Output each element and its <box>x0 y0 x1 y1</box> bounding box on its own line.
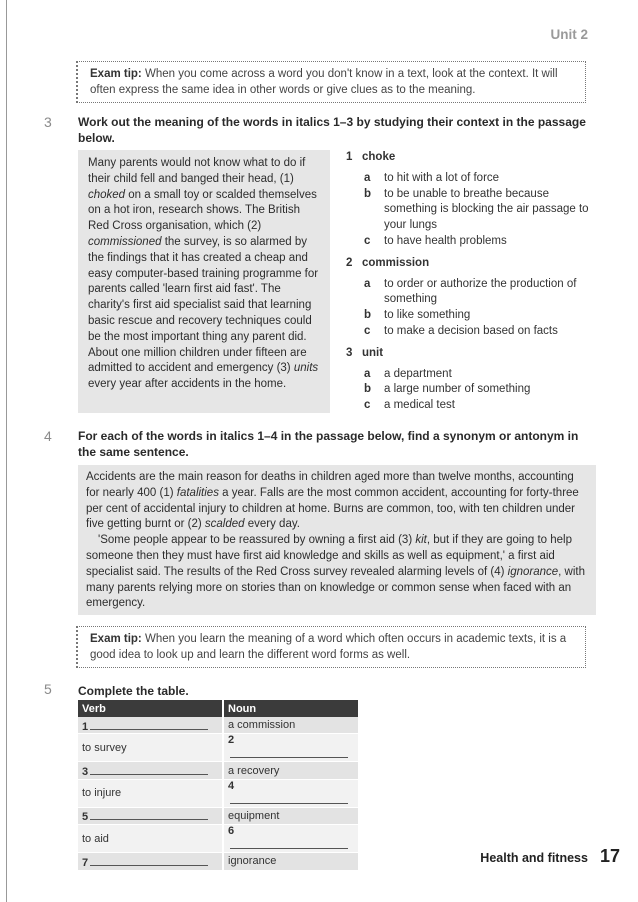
verb-cell <box>78 779 223 807</box>
page-footer <box>480 846 620 867</box>
passage-segment: , but if they are going to help someone then they must have first aid knowledge and skills as well as equipment,' a first aid specialist said. The results of the Red Cross survey revealed alarming levels of (4) <box>86 534 572 578</box>
word-forms-table <box>78 700 360 871</box>
noun-cell <box>223 717 359 734</box>
verb-text: to injure <box>82 787 122 800</box>
question-heading <box>346 150 596 166</box>
verb-cell <box>78 853 223 870</box>
gap-number: 5 <box>82 811 89 824</box>
passage-segment: Accidents are the main reason for deaths in children aged more than twelve months, accounting for nearly 400 (1) <box>86 471 574 499</box>
exam-tip-2 <box>76 626 586 668</box>
noun-cell <box>223 825 359 853</box>
option-text: a medical test <box>384 399 455 412</box>
exercise-4-number: 4 <box>44 428 52 444</box>
unit-label: Unit 2 <box>550 27 588 42</box>
passage-paragraph <box>86 533 588 612</box>
passage-segment: , with many parents relying more on stories than on knowledge or common sense when faced with an emergency. <box>86 565 585 610</box>
exam-tip-label: Exam tip: <box>90 68 142 80</box>
option-letter: b <box>364 187 372 200</box>
passage-segment: a year. Falls are the most common accident, accounting for forty-three per cent of accidental injury to children at home. Burns are common, too, with ten children under five getting burnt or (2) <box>86 486 579 531</box>
option-letter: c <box>364 324 371 337</box>
column-header-noun: Noun <box>223 700 359 717</box>
exercise-3-questions <box>346 150 596 420</box>
gap-number: 6 <box>228 825 235 838</box>
table-row <box>78 717 359 734</box>
italic-target-word: ignorance <box>507 565 559 578</box>
option-text: a large number of something <box>384 383 531 396</box>
answer-option <box>346 187 596 234</box>
question-2 <box>346 256 596 340</box>
gap-number: 4 <box>228 779 235 792</box>
exercise-5-number: 5 <box>44 681 52 697</box>
answer-option <box>346 398 596 414</box>
noun-cell <box>223 807 359 824</box>
gap-number: 1 <box>82 720 89 733</box>
option-letter: c <box>364 399 371 412</box>
question-3 <box>346 346 596 414</box>
option-text: to have health problems <box>384 234 507 247</box>
table-row <box>78 807 359 824</box>
gap-number: 2 <box>228 734 235 747</box>
italic-target-word: choked <box>88 188 126 201</box>
option-text: to be unable to breathe because something is blocking the air passage to your lungs <box>384 187 589 232</box>
answer-option <box>346 308 596 324</box>
answer-blank[interactable] <box>90 808 208 820</box>
option-letter: b <box>364 383 372 396</box>
answer-option <box>346 324 596 340</box>
question-number: 2 <box>346 256 353 269</box>
table-row <box>78 779 359 807</box>
italic-target-word: scalded <box>204 518 245 531</box>
italic-target-word: kit <box>415 534 427 547</box>
exercise-3-instruction: Work out the meaning of the words in italics 1–3 by studying their context in the passage below. <box>78 115 586 145</box>
italic-target-word: fatalities <box>176 486 219 499</box>
noun-cell <box>223 779 359 807</box>
answer-blank[interactable] <box>90 763 208 775</box>
option-letter: a <box>364 171 371 184</box>
answer-blank[interactable] <box>90 854 208 866</box>
gap-number: 7 <box>82 856 89 869</box>
question-heading <box>346 256 596 272</box>
noun-text: equipment <box>228 809 280 822</box>
option-text: to hit with a lot of force <box>384 171 500 184</box>
option-letter: a <box>364 367 371 380</box>
answer-option <box>346 171 596 187</box>
exam-tip-1 <box>76 61 586 103</box>
verb-text: to aid <box>82 832 109 845</box>
question-word: unit <box>362 346 384 359</box>
question-number: 1 <box>346 151 353 163</box>
answer-blank[interactable] <box>230 837 348 849</box>
italic-target-word: commissioned <box>88 235 162 248</box>
passage-paragraph <box>86 470 588 533</box>
passage-segment: every day. <box>244 518 300 531</box>
noun-cell <box>223 762 359 779</box>
question-1 <box>346 150 596 250</box>
page-number: 17 <box>599 846 620 866</box>
passage-segment: every year after accidents in the home. <box>88 378 287 391</box>
option-text: a department <box>384 367 452 380</box>
passage-segment: the survey, is so alarmed by the findings that it has created a cheap and easy computer-based training programme for parents called 'learn first aid fast'. The charity's first aid specialist said that learning basic rescue and recovery techniques could be the most important thing any parent did. About one million children under fifteen are admitted to accident and emergency (3) <box>88 235 319 375</box>
table-row <box>78 734 359 762</box>
noun-text: ignorance <box>228 855 277 868</box>
verb-text: to survey <box>82 741 127 754</box>
question-word: commission <box>362 256 430 269</box>
passage-segment: 'Some people appear to be reassured by owning a first aid (3) <box>98 534 416 547</box>
answer-blank[interactable] <box>230 746 348 758</box>
verb-cell <box>78 717 223 734</box>
left-margin-rule <box>6 0 7 902</box>
option-text: to order or authorize the production of something <box>384 277 577 306</box>
noun-text: a commission <box>228 719 296 732</box>
passage-segment: on a small toy or scalded themselves on a hot iron, research shows. The British Red Cross organisation, which (2) <box>88 188 317 233</box>
question-number: 3 <box>346 346 353 359</box>
answer-blank[interactable] <box>230 792 348 804</box>
answer-option <box>346 367 596 383</box>
option-text: to make a decision based on facts <box>384 324 558 337</box>
question-word: choke <box>362 151 396 163</box>
verb-cell <box>78 807 223 824</box>
passage-segment: Many parents would not know what to do if their child fell and banged their head, (1) <box>88 157 306 185</box>
noun-text: a recovery <box>228 764 280 777</box>
exercise-3-number: 3 <box>44 114 52 130</box>
answer-option <box>346 277 596 309</box>
option-letter: c <box>364 234 371 247</box>
exercise-5-instruction: Complete the table. <box>78 684 189 698</box>
option-letter: a <box>364 277 371 290</box>
exam-tip-text: When you come across a word you don't know in a text, look at the context. It will often express the same idea in other words or give clues as to the meaning. <box>90 68 558 96</box>
option-text: to like something <box>384 309 471 322</box>
option-letter: b <box>364 309 372 322</box>
table-row <box>78 762 359 779</box>
column-header-verb: Verb <box>78 700 223 717</box>
noun-cell <box>223 734 359 762</box>
italic-target-word: units <box>293 362 319 375</box>
question-heading <box>346 346 596 362</box>
exam-tip-text: When you learn the meaning of a word which often occurs in academic texts, it is a good idea to look up and learn the different word forms as well. <box>90 633 567 661</box>
exercise-4-instruction: For each of the words in italics 1–4 in the passage below, find a synonym or antonym in the same sentence. <box>78 429 579 459</box>
verb-cell <box>78 825 223 853</box>
answer-blank[interactable] <box>90 718 208 730</box>
noun-cell <box>223 853 359 870</box>
answer-option <box>346 382 596 398</box>
gap-number: 3 <box>82 766 89 779</box>
table-row <box>78 825 359 853</box>
verb-cell <box>78 734 223 762</box>
passage-text <box>88 156 322 393</box>
verb-cell <box>78 762 223 779</box>
exercise-3-passage <box>78 150 330 413</box>
chapter-title: Health and fitness <box>480 851 588 865</box>
answer-option <box>346 234 596 250</box>
exercise-4-passage <box>78 465 596 615</box>
table-row <box>78 853 359 870</box>
exam-tip-label: Exam tip: <box>90 633 142 645</box>
